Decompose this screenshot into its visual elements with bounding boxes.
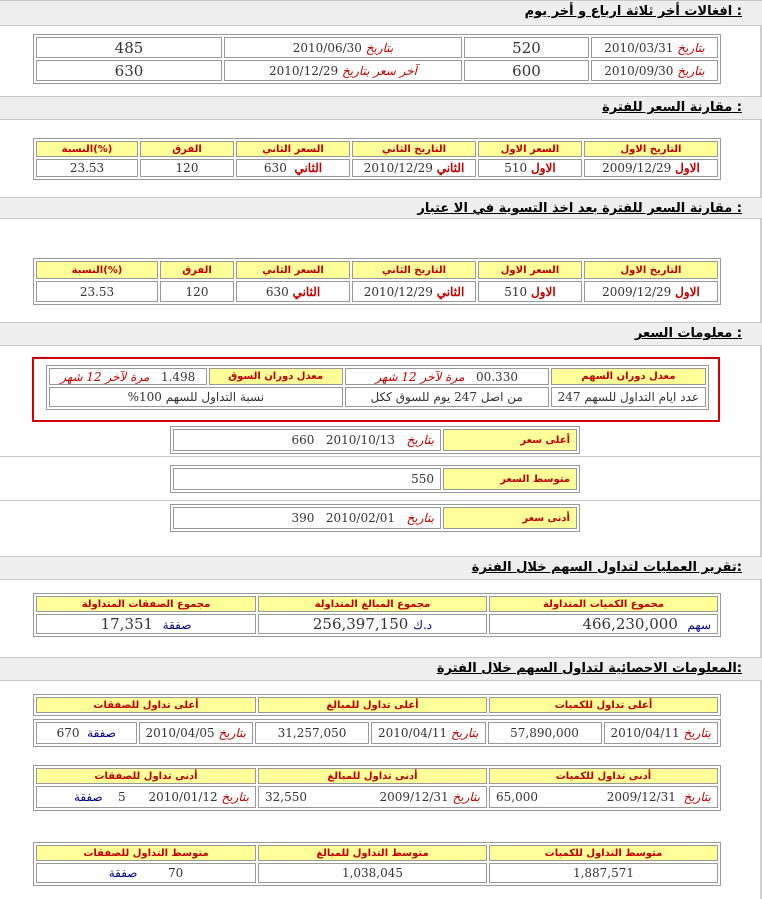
market-days-cell: من اصل 247 يوم للسوق ككل bbox=[345, 387, 549, 407]
operations-table bbox=[33, 593, 721, 637]
second-price-cell: الثاني 630 bbox=[236, 159, 350, 177]
high-amount-value: 31,257,050 bbox=[255, 722, 369, 744]
header-diff: الفرق bbox=[140, 141, 234, 157]
avg-amount-value: 1,038,045 bbox=[258, 863, 487, 883]
header-second-date: التاريخ الثاني bbox=[352, 141, 476, 157]
header-avg-deals: متوسط التداول للصفقات bbox=[36, 845, 256, 861]
divider bbox=[0, 456, 762, 457]
header-first-date: التاريخ الاول bbox=[584, 141, 718, 157]
total-qty-cell: سهم 466,230,000 bbox=[489, 614, 718, 634]
header-first-price: السعر الاول bbox=[478, 141, 582, 157]
total-amount-cell: د.ك 256,397,150 bbox=[258, 614, 487, 634]
header-first-date: التاريخ الاول bbox=[584, 261, 718, 279]
section-header-operations-report bbox=[0, 556, 762, 580]
section-title: المعلومات الاحصائية لتداول السهم خلال الفترة: bbox=[436, 661, 742, 676]
divider bbox=[0, 500, 762, 501]
header-high-qty: أعلى تداول للكميات bbox=[489, 697, 718, 713]
low-qty-cell: بتاريخ 2009/12/31 65,000 bbox=[489, 786, 718, 808]
trading-days-cell: عدد ايام التداول للسهم 247 bbox=[551, 387, 706, 407]
low-price-value-cell: بتاريخ 2010/02/01 390 bbox=[173, 507, 441, 529]
high-trading-headers-table bbox=[33, 694, 721, 716]
section-header-price-compare bbox=[0, 96, 762, 120]
turnover-value-cell: 00.330 مرة لآخر 12 شهر bbox=[345, 368, 549, 385]
second-date-cell: الثاني 2010/12/29 bbox=[352, 281, 476, 302]
low-price-table bbox=[170, 504, 580, 532]
q1-value: 520 bbox=[464, 37, 589, 58]
first-price-cell: الاول 510 bbox=[478, 159, 582, 177]
total-deals-cell: صفقة 17,351 bbox=[36, 614, 256, 634]
high-trading-table bbox=[33, 719, 721, 747]
header-avg-qty: متوسط التداول للكميات bbox=[489, 845, 718, 861]
section-header-adjusted-compare bbox=[0, 197, 762, 219]
header-second-date: التاريخ الثاني bbox=[352, 261, 476, 279]
header-pct: (%)النسبة bbox=[36, 141, 138, 157]
header-first-price: السعر الاول bbox=[478, 261, 582, 279]
avg-qty-value: 1,887,571 bbox=[489, 863, 718, 883]
avg-price-value: 550 bbox=[173, 468, 441, 490]
market-turnover-label: معدل دوران السوق bbox=[209, 368, 343, 385]
low-deals-cell: بتاريخ 2010/01/12 5 صفقة bbox=[36, 786, 256, 808]
high-price-label: أعلى سعر bbox=[443, 429, 577, 451]
header-total-deals: مجموع الصفقات المتداولة bbox=[36, 596, 256, 612]
low-price-label: أدنى سعر bbox=[443, 507, 577, 529]
diff-cell: 120 bbox=[160, 281, 234, 302]
q2-value: 485 bbox=[36, 37, 222, 58]
high-amount-date: بتاريخ 2010/04/11 bbox=[371, 722, 486, 744]
avg-trading-table bbox=[33, 842, 721, 886]
section-title: مقارنة السعر للفترة بعد اخذ التسوية في الا عتبار : bbox=[417, 201, 742, 216]
high-qty-date: بتاريخ 2010/04/11 bbox=[604, 722, 719, 744]
low-trading-headers-table bbox=[33, 765, 721, 811]
header-second-price: السعر الثاني bbox=[236, 141, 350, 157]
header-high-amount: أعلى تداول للمبالغ bbox=[258, 697, 487, 713]
section-header-statistics bbox=[0, 657, 762, 681]
header-low-deals: أدنى تداول للصفقات bbox=[36, 768, 256, 784]
section-title: معلومات السعر : bbox=[634, 326, 742, 341]
avg-price-table bbox=[170, 465, 580, 493]
avg-deals-value: 70 صفقة bbox=[36, 863, 256, 883]
header-pct: (%)النسبة bbox=[36, 261, 158, 279]
turnover-table bbox=[46, 365, 709, 410]
section-header-price-info bbox=[0, 322, 762, 346]
high-price-value-cell: بتاريخ 2010/10/13 660 bbox=[173, 429, 441, 451]
avg-price-label: متوسط السعر bbox=[443, 468, 577, 490]
high-deals-date: بتاريخ 2010/04/05 bbox=[139, 722, 254, 744]
header-total-qty: مجموع الكميات المتداولة bbox=[489, 596, 718, 612]
q3-date-cell: بتاريخ 2010/09/30 bbox=[591, 60, 718, 81]
header-second-price: السعر الثاني bbox=[236, 261, 350, 279]
high-price-table bbox=[170, 426, 580, 454]
adjusted-compare-table bbox=[33, 258, 721, 305]
q3-value: 600 bbox=[464, 60, 589, 81]
last-price-date-cell: آخر سعر بتاريخ 2010/12/29 bbox=[224, 60, 462, 81]
second-date-cell: الثاني 2010/12/29 bbox=[352, 159, 476, 177]
high-deals-value: صفقة 670 bbox=[36, 722, 137, 744]
trading-ratio-cell: نسبة التداول للسهم 100% bbox=[49, 387, 343, 407]
turnover-label: معدل دوران السهم bbox=[551, 368, 706, 385]
q1-date-cell: بتاريخ 2010/03/31 bbox=[591, 37, 718, 58]
header-low-qty: أدنى تداول للكميات bbox=[489, 768, 718, 784]
section-title: افغالات أخر ثلاثة ارباع و أخر يوم : bbox=[524, 4, 742, 19]
header-high-deals: أعلى تداول للصفقات bbox=[36, 697, 256, 713]
first-date-cell: الاول 2009/12/29 bbox=[584, 159, 718, 177]
low-amount-cell: بتاريخ 2009/12/31 32,550 bbox=[258, 786, 487, 808]
last-quarters-table bbox=[33, 34, 721, 84]
section-title: مقارنة السعر للفترة : bbox=[602, 100, 742, 115]
first-date-cell: الاول 2009/12/29 bbox=[584, 281, 718, 302]
high-qty-value: 57,890,000 bbox=[488, 722, 602, 744]
last-price-value: 630 bbox=[36, 60, 222, 81]
section-header-last-quarters bbox=[0, 0, 762, 26]
header-low-amount: أدنى تداول للمبالغ bbox=[258, 768, 487, 784]
section-title: تقرير العمليات لتداول السهم خلال الفترة: bbox=[471, 560, 742, 575]
header-avg-amount: متوسط التداول للمبالغ bbox=[258, 845, 487, 861]
q2-date-cell: بتاريخ 2010/06/30 bbox=[224, 37, 462, 58]
diff-cell: 120 bbox=[140, 159, 234, 177]
price-compare-table bbox=[33, 138, 721, 180]
market-turnover-value-cell: 1.498 مرة لآخر 12 شهر bbox=[49, 368, 207, 385]
pct-cell: 23.53 bbox=[36, 159, 138, 177]
header-diff: الفرق bbox=[160, 261, 234, 279]
pct-cell: 23.53 bbox=[36, 281, 158, 302]
first-price-cell: الاول 510 bbox=[478, 281, 582, 302]
header-total-amount: مجموع المبالغ المتداولة bbox=[258, 596, 487, 612]
second-price-cell: الثاني 630 bbox=[236, 281, 350, 302]
